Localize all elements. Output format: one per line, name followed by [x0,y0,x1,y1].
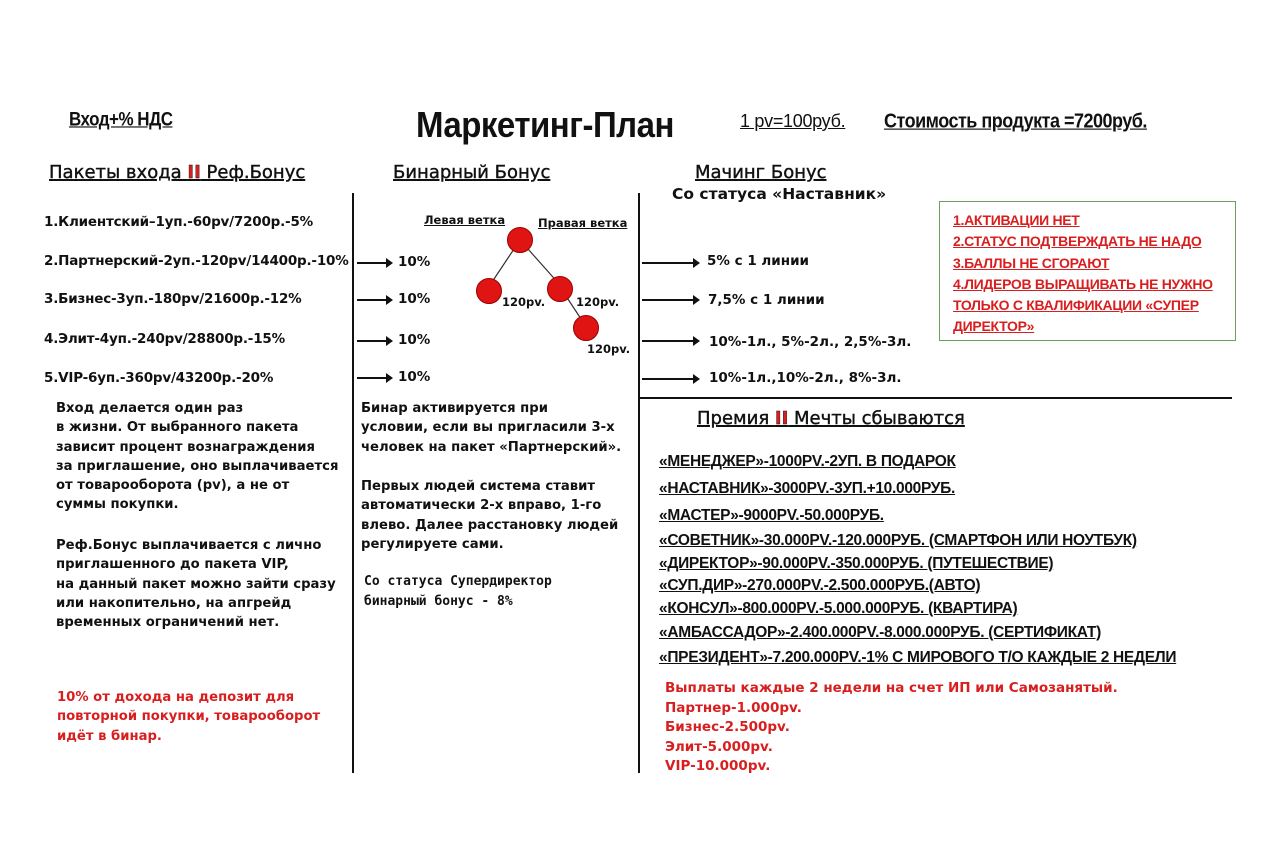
status-item: «МАСТЕР»-9000PV.-50.000РУБ. [659,507,884,524]
matching-heading: Мачинг Бонус [695,162,827,183]
package-item: 1.Клиентский–1уп.-60pv/7200р.-5% [44,214,313,230]
payout-note: Выплаты каждые 2 недели на счет ИП или Самозанятый. Партнер-1.000pv. Бизнес-2.500pv. Элит-5.000pv. VIP-10.000pv. [665,680,1118,774]
arrow-right-icon [357,299,391,301]
page-title: Маркетинг-План [416,104,674,145]
tree-label: 120pv. [576,295,620,309]
arrow-right-icon [642,378,698,380]
pv-rate: 1 pv=100руб. [740,111,846,131]
tree-node-right [547,276,573,302]
divider-horizontal [640,397,1232,399]
tree-label: 120pv. [502,295,546,309]
tree-node-right-child [573,315,599,341]
deposit-note: 10% от дохода на депозит для повторной покупки, товарооборот идёт в бинар. [57,690,321,744]
status-item: «ДИРЕКТОР»-90.000PV.-350.000РУБ. (ПУТЕШЕСТВИЕ) [659,555,1054,572]
arrow-right-icon [642,299,698,301]
matching-line: 10%-1л.,10%-2л., 8%-3л. [709,370,902,386]
binary-percent: 10% [398,291,431,307]
package-item: 2.Партнерский-2уп.-120pv/14400р.-10% [44,253,349,269]
status-item: «СОВЕТНИК»-30.000PV.-120.000РУБ. (СМАРТФОН ИЛИ НОУТБУК) [659,532,1137,549]
matching-line: 10%-1л., 5%-2л., 2,5%-3л. [709,334,912,350]
matching-line: 7,5% с 1 линии [708,292,825,308]
arrow-right-icon [357,262,391,264]
premium-heading: Премия II Мечты сбываются [697,408,965,429]
binary-activation: Бинар активируется при условии, если вы пригласили 3-х человек на пакет «Партнерский». [361,401,622,455]
tree-node-left [476,278,502,304]
divider-right [638,193,640,773]
binary-percent: 10% [398,369,431,385]
status-item: «КОНСУЛ»-800.000PV.-5.000.000РУБ. (КВАРТИРА) [659,600,1018,617]
vat-note: Вход+% НДС [69,108,173,130]
binary-percent: 10% [398,332,431,348]
package-item: 4.Элит-4уп.-240pv/28800р.-15% [44,331,285,347]
product-cost: Стоимость продукта =7200руб. [884,109,1147,132]
notice-text: 1.АКТИВАЦИИ НЕТ 2.СТАТУС ПОДТВЕРЖДАТЬ НЕ НАДО 3.БАЛЛЫ НЕ СГОРАЮТ 4.ЛИДЕРОВ ВЫРАЩИВАТЬ НЕ НУЖНО ТОЛЬКО С КВАЛИФИКАЦИИ «СУПЕР ДИРЕКТОР» [953,212,1213,335]
status-item: «СУП.ДИР»-270.000PV.-2.500.000РУБ.(АВТО) [659,577,981,594]
divider-left [352,193,354,773]
arrow-right-icon [357,377,391,379]
tree-label: 120pv. [587,342,631,356]
status-item: «НАСТАВНИК»-3000PV.-3УП.+10.000РУБ. [659,480,955,497]
ref-bonus-description: Реф.Бонус выплачивается с лично приглашенного до пакета VIP, на данный пакет можно зайти сразу или накопительно, на апгрейд временных ограничений нет. [56,538,336,631]
status-item: «МЕНЕДЖЕР»-1000PV.-2УП. В ПОДАРОК [659,453,956,470]
binary-placement: Первых людей система ставит автоматически 2-х вправо, 1-го влево. Далее расстановку людей регулируете сами. [361,479,619,552]
arrow-right-icon [357,340,391,342]
package-item: 3.Бизнес-3уп.-180pv/21600р.-12% [44,291,302,307]
tree-node-root [507,227,533,253]
entry-description: Вход делается один раз в жизни. От выбранного пакета зависит процент вознаграждения за приглашение, оно выплачивается от товарооборота (pv), а не от суммы покупки. [56,401,339,513]
binary-percent: 10% [398,254,431,270]
super-director-note: Со статуса Супердиректор бинарный бонус - 8% [364,574,552,609]
arrow-right-icon [642,262,698,264]
arrow-right-icon [642,340,698,342]
matching-line: 5% с 1 линии [707,253,810,269]
matching-subheading: Со статуса «Наставник» [672,185,887,203]
package-item: 5.VIP-6уп.-360pv/43200р.-20% [44,370,274,386]
status-item: «АМБАССАДОР»-2.400.000PV.-8.000.000РУБ. (СЕРТИФИКАТ) [659,624,1101,641]
binary-heading: Бинарный Бонус [393,162,551,183]
status-item: «ПРЕЗИДЕНТ»-7.200.000PV.-1% С МИРОВОГО Т/О КАЖДЫЕ 2 НЕДЕЛИ [659,649,1177,666]
left-branch-label: Левая ветка [424,213,506,227]
packages-heading: Пакеты входа II Реф.Бонус [49,162,306,183]
right-branch-label: Правая ветка [538,216,628,230]
